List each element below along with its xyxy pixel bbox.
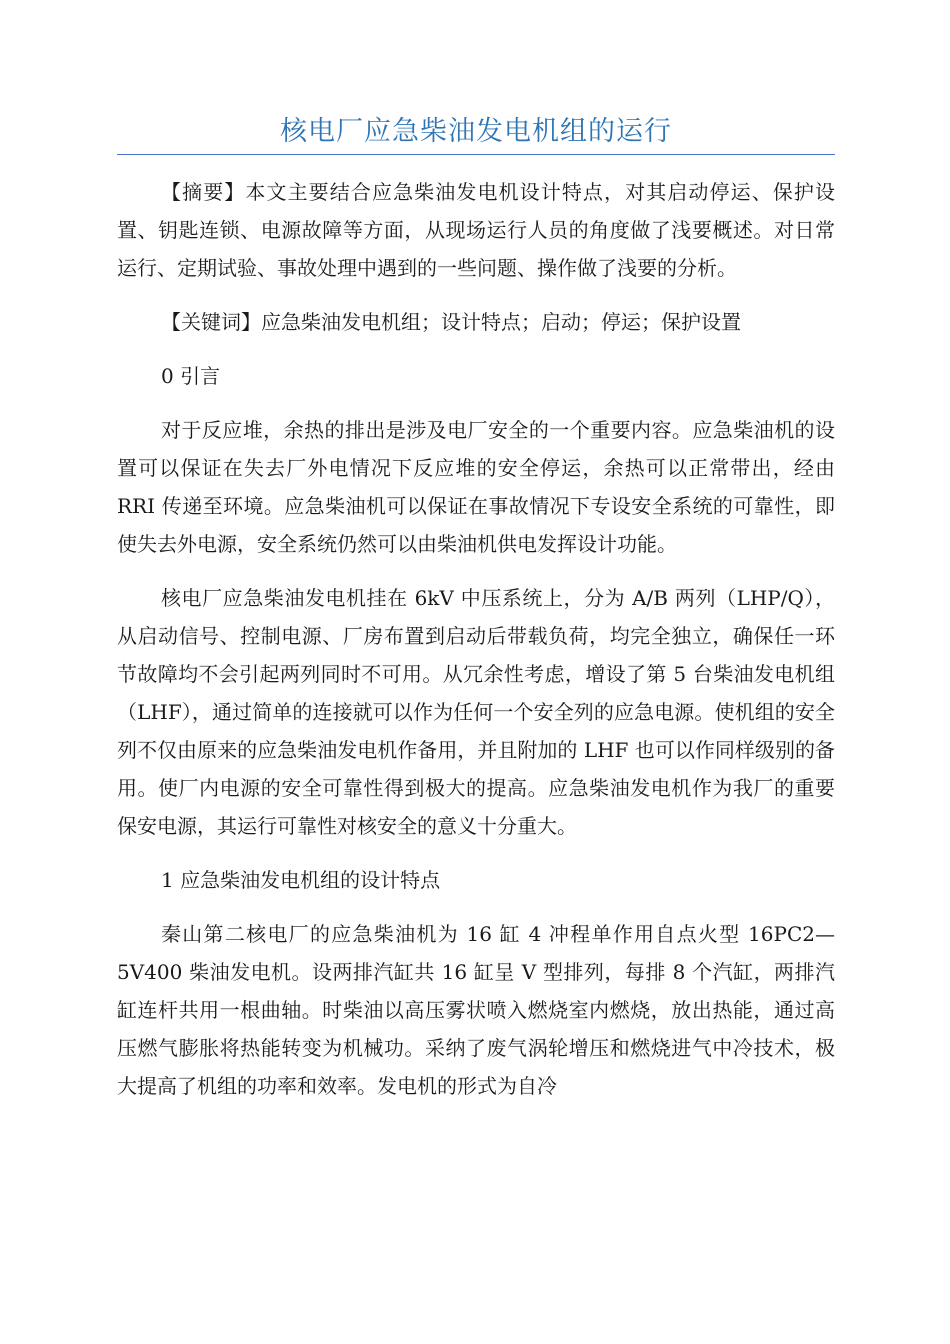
document-body (117, 173, 835, 1121)
keywords-paragraph: 【关键词】应急柴油发电机组；设计特点；启动；停运；保护设置 (161, 310, 741, 334)
abstract-paragraph: 【摘要】本文主要结合应急柴油发电机设计特点，对其启动停运、保护设置、钥匙连锁、电源故障等方面，从现场运行人员的角度做了浅要概述。对日常运行、定期试验、事故处理中遇到的一些问题、操作做了浅要的分析。 (117, 180, 835, 280)
intro-paragraph-1: 对于反应堆，余热的排出是涉及电厂安全的一个重要内容。应急柴油机的设置可以保证在失去厂外电情况下反应堆的安全停运，余热可以正常带出，经由 RRI 传递至环境。应急柴油机可以保证在事故情况下专设安全系统的可靠性，即使失去外电源，安全系统仍然可以由柴油机供电发挥设计功能。 (117, 418, 835, 556)
intro-paragraph-2: 核电厂应急柴油发电机挂在 6kV 中压系统上，分为 A/B 两列（LHP/Q），从启动信号、控制电源、厂房布置到启动后带载负荷，均完全独立，确保任一环节故障均不会引起两列同时不可用。从冗余性考虑，增设了第 5 台柴油发电机组（LHF），通过简单的连接就可以作为任何一个安全列的应急电源。使机组的安全列不仅由原来的应急柴油发电机作备用，并且附加的 LHF 也可以作同样级别的备用。使厂内电源的安全可靠性得到极大的提高。应急柴油发电机作为我厂的重要保安电源，其运行可靠性对核安全的意义十分重大。 (117, 586, 835, 838)
section-1-heading: 1 应急柴油发电机组的设计特点 (161, 868, 441, 892)
section-0-heading: 0 引言 (161, 364, 221, 388)
document-title: 核电厂应急柴油发电机组的运行 (280, 116, 672, 147)
title-underline (117, 154, 835, 155)
section-1-paragraph-1: 秦山第二核电厂的应急柴油机为 16 缸 4 冲程单作用自点火型 16PC2—5V400 柴油发电机。设两排汽缸共 16 缸呈 V 型排列，每排 8 个汽缸，两排汽缸连杆共用一根曲轴。时柴油以高压雾状喷入燃烧室内燃烧，放出热能，通过高压燃气膨胀将热能转变为机械功。采纳了废气涡轮增压和燃烧进气中冷技术，极大提高了机组的功率和效率。发电机的形式为自冷 (117, 922, 835, 1098)
